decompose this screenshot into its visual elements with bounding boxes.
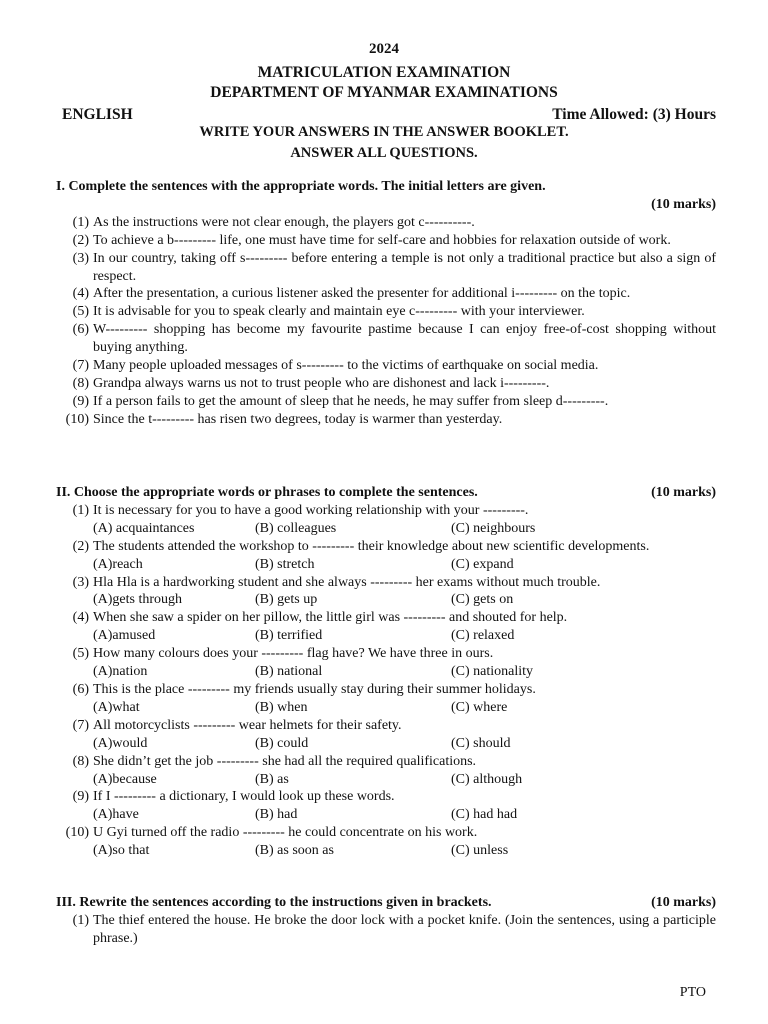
- question-item: [56, 538, 716, 556]
- question-number: (8): [72, 375, 89, 391]
- question-text: U Gyi turned off the radio --------- he could concentrate on his work.: [93, 825, 478, 841]
- question-item: [56, 912, 716, 948]
- option-b: (B) as: [255, 771, 289, 787]
- section-1-marks: (10 marks): [651, 196, 716, 212]
- question-text: She didn’t get the job --------- she had all the required qualifications.: [93, 753, 477, 769]
- option-b: (B) national: [255, 664, 323, 680]
- section-2: [56, 484, 716, 860]
- question-number: (4): [72, 286, 89, 302]
- question-item: [56, 645, 716, 663]
- question-number: (8): [72, 753, 89, 769]
- option-b: (B) had: [255, 807, 298, 823]
- section-3-marks: (10 marks): [651, 895, 716, 910]
- option-c: (C) nationality: [451, 664, 534, 680]
- option-c: (C) gets on: [451, 592, 514, 608]
- question-number: (5): [72, 646, 89, 662]
- answer-instruction: WRITE YOUR ANSWERS IN THE ANSWER BOOKLET.: [199, 124, 569, 140]
- option-a: (A)would: [93, 735, 148, 751]
- answer-options: [56, 842, 716, 860]
- option-a: (A)amused: [93, 628, 156, 644]
- question-item: [56, 788, 716, 806]
- exam-title: MATRICULATION EXAMINATION: [257, 64, 511, 81]
- option-a: (A)nation: [93, 664, 148, 680]
- answer-options: [56, 627, 716, 645]
- question-number: (6): [72, 322, 89, 338]
- question-item: [56, 411, 716, 429]
- option-b: (B) gets up: [255, 592, 318, 608]
- question-item: [56, 502, 716, 520]
- section-2-marks: (10 marks): [651, 485, 716, 500]
- section-1-title: I. Complete the sentences with the appropriate words. The initial letters are given.: [56, 179, 546, 194]
- question-number: (1): [72, 502, 89, 518]
- question-item: [56, 285, 716, 303]
- question-number: (4): [72, 610, 89, 626]
- question-text: It is necessary for you to have a good working relationship with your ---------.: [93, 502, 529, 518]
- question-text: To achieve a b--------- life, one must have time for self-care and hobbies for relaxation outside of work.: [93, 232, 671, 248]
- question-number: (2): [72, 232, 89, 248]
- question-number: (9): [72, 393, 89, 409]
- option-c: (C) although: [451, 771, 523, 787]
- question-text: W--------- shopping has become my favourite pastime because I can enjoy free-of-cost shopping without buying anything.: [93, 322, 716, 356]
- question-text: This is the place --------- my friends usually stay during their summer holidays.: [93, 681, 536, 697]
- answer-options: [56, 591, 716, 609]
- answer-all-instruction: ANSWER ALL QUESTIONS.: [290, 145, 478, 161]
- question-number: (1): [72, 912, 89, 928]
- exam-year: 2024: [369, 41, 399, 57]
- question-text: If I --------- a dictionary, I would look up these words.: [93, 789, 395, 805]
- question-item: [56, 393, 716, 411]
- question-item: [56, 574, 716, 592]
- pto-label: PTO: [679, 985, 706, 1000]
- time-allowed: Time Allowed: (3) Hours: [552, 106, 716, 123]
- question-text: All motorcyclists --------- wear helmets for their safety.: [93, 717, 402, 733]
- question-text: The thief entered the house. He broke the door lock with a pocket knife. (Join the sentences, using a participle phrase.): [93, 912, 716, 946]
- question-item: [56, 232, 716, 250]
- question-item: [56, 303, 716, 321]
- question-number: (7): [72, 358, 89, 374]
- question-number: (5): [72, 304, 89, 320]
- answer-options: [56, 699, 716, 717]
- question-item: [56, 717, 716, 735]
- question-item: [56, 357, 716, 375]
- question-text: How many colours does your --------- flag have? We have three in ours.: [93, 646, 494, 662]
- question-number: (10): [65, 825, 89, 841]
- question-text: It is advisable for you to speak clearly and maintain eye c--------- with your interviewer.: [93, 304, 585, 320]
- option-b: (B) colleagues: [255, 520, 337, 536]
- answer-options: [56, 556, 716, 574]
- section-2-title: II. Choose the appropriate words or phrases to complete the sentences. (10 marks): [56, 485, 716, 500]
- question-text: In our country, taking off s--------- before entering a temple is not only a traditional practice but also a sign of respect.: [93, 250, 716, 284]
- question-number: (3): [72, 574, 89, 590]
- option-a: (A)reach: [93, 556, 143, 572]
- question-text: If a person fails to get the amount of sleep that he needs, he may suffer from sleep d---------.: [93, 393, 609, 409]
- answer-options: [56, 806, 716, 824]
- question-item: [56, 824, 716, 842]
- section-3: [56, 894, 716, 948]
- subject-label: ENGLISH: [62, 106, 133, 123]
- option-a: (A)because: [93, 771, 157, 787]
- question-number: (3): [72, 250, 89, 266]
- department-title: DEPARTMENT OF MYANMAR EXAMINATIONS: [210, 84, 558, 101]
- option-a: (A) acquaintances: [93, 520, 195, 536]
- option-b: (B) could: [255, 735, 309, 751]
- question-item: [56, 753, 716, 771]
- question-item: [56, 609, 716, 627]
- option-c: (C) had had: [451, 807, 518, 823]
- option-b: (B) terrified: [255, 628, 323, 644]
- section-3-title: III. Rewrite the sentences according to the instructions given in brackets. (10 marks): [56, 895, 716, 910]
- option-c: (C) expand: [451, 556, 514, 572]
- option-a: (A)what: [93, 699, 140, 715]
- option-c: (C) where: [451, 699, 508, 715]
- option-a: (A)gets through: [93, 592, 183, 608]
- question-text: Grandpa always warns us not to trust people who are dishonest and lack i---------.: [93, 375, 550, 391]
- section-1: [56, 178, 716, 429]
- answer-options: [56, 663, 716, 681]
- option-b: (B) when: [255, 699, 308, 715]
- question-number: (10): [65, 411, 89, 427]
- question-text: After the presentation, a curious listener asked the presenter for additional i--------- on the topic.: [93, 286, 631, 302]
- question-text: When she saw a spider on her pillow, the little girl was --------- and shouted for help.: [93, 610, 568, 626]
- question-item: [56, 321, 716, 357]
- question-item: [56, 375, 716, 393]
- answer-options: [56, 520, 716, 538]
- question-text: The students attended the workshop to --------- their knowledge about new scientific developments.: [93, 538, 650, 554]
- option-a: (A)so that: [93, 843, 150, 859]
- question-text: Many people uploaded messages of s--------- to the victims of earthquake on social media.: [93, 358, 599, 374]
- option-b: (B) stretch: [255, 556, 315, 572]
- answer-options: [56, 735, 716, 753]
- question-item: [56, 681, 716, 699]
- option-b: (B) as soon as: [255, 843, 334, 859]
- answer-options: [56, 771, 716, 789]
- question-number: (2): [72, 538, 89, 554]
- question-item: [56, 250, 716, 286]
- question-number: (1): [72, 214, 89, 230]
- option-c: (C) should: [451, 735, 511, 751]
- option-c: (C) neighbours: [451, 520, 536, 536]
- question-text: As the instructions were not clear enough, the players got c----------.: [93, 214, 475, 230]
- option-a: (A)have: [93, 807, 139, 823]
- option-c: (C) relaxed: [451, 628, 515, 644]
- question-number: (6): [72, 681, 89, 697]
- question-number: (9): [72, 789, 89, 805]
- question-number: (7): [72, 717, 89, 733]
- question-item: [56, 214, 716, 232]
- question-text: Hla Hla is a hardworking student and she always --------- her exams without much trouble.: [93, 574, 601, 590]
- question-text: Since the t--------- has risen two degrees, today is warmer than yesterday.: [93, 411, 503, 427]
- option-c: (C) unless: [451, 843, 509, 859]
